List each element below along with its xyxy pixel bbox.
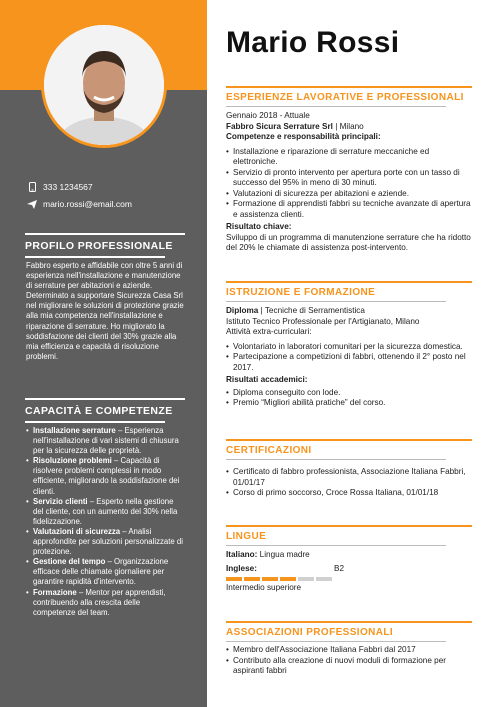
language-level-segment bbox=[244, 577, 260, 581]
associations-list bbox=[226, 645, 476, 677]
email-text[interactable]: mario.rossi@email.com bbox=[43, 199, 132, 209]
list-item: • Contributo alla creazione di nuovi moduli di formazione per aspiranti fabbri bbox=[226, 656, 476, 677]
list-item: • Installazione serrature – Esperienza nell'installazione di vari sistemi di chiusura per la sicurezza delle proprietà. bbox=[26, 426, 184, 456]
education-school: Istituto Tecnico Professionale per l'Artigianato, Milano bbox=[226, 316, 420, 326]
language-level-segment bbox=[226, 577, 242, 581]
associations-block bbox=[226, 645, 476, 679]
education-section-header bbox=[226, 281, 472, 302]
certifications-block bbox=[226, 464, 476, 501]
experience-section-title: ESPERIENZE LAVORATIVE E PROFESSIONALI bbox=[226, 92, 464, 103]
sidebar bbox=[0, 0, 207, 707]
language-level: B2 bbox=[333, 563, 344, 573]
contact-phone bbox=[26, 182, 93, 192]
profile-section-title: PROFILO PROFESSIONALE bbox=[25, 240, 173, 252]
certifications-list bbox=[226, 467, 476, 499]
list-item: • Servizio clienti – Esperto nella gestione del cliente, con un aumento del 30% nella fidelizzazione. bbox=[26, 497, 184, 527]
candidate-name: Mario Rossi bbox=[226, 26, 400, 59]
skills-section-header bbox=[25, 398, 185, 423]
list-item: • Premio “Migliori abilità pratiche” del corso. bbox=[226, 398, 476, 409]
associations-section-title: ASSOCIAZIONI PROFESSIONALI bbox=[226, 627, 394, 638]
language-level-segment bbox=[316, 577, 332, 581]
contact-email bbox=[26, 199, 132, 209]
divider bbox=[226, 106, 446, 107]
language-level-desc: Intermedio superiore bbox=[226, 583, 302, 592]
list-item: • Volontariato in laboratori comunitari per la sicurezza domestica. bbox=[226, 342, 476, 353]
list-item: • Installazione e riparazione di serrature meccaniche ed elettroniche. bbox=[226, 147, 476, 168]
divider bbox=[25, 256, 165, 258]
divider bbox=[226, 641, 446, 642]
profile-text: Fabbro esperto e affidabile con oltre 5 anni di esperienza nell'installazione e manutenzione di serrature per abitazioni e aziende. Determinato a supportare Sicurezza Casa Srl nel migliorare le soluzioni di protezione grazie alla mia competenza nell'installazione e riparazione di serrature. Ho migliorato la soddisfazione dei clienti del 30% grazie alla mia efficienza e capacità di risoluzione problemi. bbox=[26, 261, 184, 361]
phone-text: 333 1234567 bbox=[43, 182, 93, 192]
language-level-segment bbox=[280, 577, 296, 581]
experience-company-line: Fabbro Sicura Serrature Srl | Milano bbox=[226, 121, 364, 131]
language-level-segment bbox=[298, 577, 314, 581]
list-item: • Servizio di pronto intervento per apertura porte con un tasso di successo del 95% in meno di 30 minuti. bbox=[226, 168, 476, 189]
language-level-bar bbox=[226, 577, 476, 581]
education-degree-line: Diploma | Tecniche di Serramentistica bbox=[226, 306, 365, 315]
list-item: • Valutazioni di sicurezza per abitazioni e aziende. bbox=[226, 189, 476, 200]
list-item: • Valutazioni di sicurezza – Analisi approfondite per soluzioni personalizzate di protezione. bbox=[26, 527, 184, 557]
certifications-section-title: CERTIFICAZIONI bbox=[226, 445, 312, 456]
extra-list bbox=[226, 342, 476, 374]
list-item: • Certificato di fabbro professionista, Associazione Italiana Fabbri, 01/01/17 bbox=[226, 467, 476, 488]
list-item: • Risoluzione problemi – Capacità di risolvere problemi complessi in modo efficiente, migliorando la soddisfazione dei clienti. bbox=[26, 456, 184, 496]
divider bbox=[226, 301, 446, 302]
languages-block bbox=[226, 550, 476, 594]
education-section-title: ISTRUZIONE E FORMAZIONE bbox=[226, 287, 376, 298]
responsibilities-label: Competenze e responsabilità principali: bbox=[226, 132, 381, 141]
list-item: • Formazione di apprendisti fabbri su tecniche avanzate di apertura e assistenza clienti. bbox=[226, 199, 476, 220]
results-list bbox=[226, 388, 476, 409]
skills-list bbox=[26, 426, 184, 618]
languages-section-title: LINGUE bbox=[226, 531, 267, 542]
experience-block bbox=[226, 111, 476, 254]
list-item: • Formazione – Mentor per apprendisti, contribuendo alla crescita delle competenze del team. bbox=[26, 588, 184, 618]
skills-section-title: CAPACITÀ E COMPETENZE bbox=[25, 405, 173, 417]
education-block bbox=[226, 306, 476, 411]
languages-section-header bbox=[226, 525, 472, 546]
experience-period: Gennaio 2018 - Attuale bbox=[226, 111, 310, 120]
language-level-segment bbox=[262, 577, 278, 581]
divider bbox=[226, 459, 446, 460]
language-native: Italiano: Lingua madre bbox=[226, 550, 310, 559]
divider bbox=[25, 421, 165, 423]
list-item: • Diploma conseguito con lode. bbox=[226, 388, 476, 399]
result-text: Sviluppo di un programma di manutenzione serrature che ha ridotto del 20% le chiamate di assistenza post-intervento. bbox=[226, 232, 471, 252]
associations-section-header bbox=[226, 621, 472, 642]
list-item: • Gestione del tempo – Organizzazione efficace delle chiamate giornaliere per garantire rapidità d'intervento. bbox=[26, 557, 184, 587]
list-item: • Corso di primo soccorso, Croce Rossa Italiana, 01/01/18 bbox=[226, 488, 476, 499]
list-item: • Membro dell'Associazione Italiana Fabbri dal 2017 bbox=[226, 645, 476, 656]
extra-label: Attività extra-curriculari: bbox=[226, 327, 312, 336]
language-second: Inglese: B2 bbox=[226, 563, 344, 573]
profile-section-header bbox=[25, 233, 185, 258]
experience-section-header bbox=[226, 86, 472, 107]
results-label: Risultati accademici: bbox=[226, 375, 308, 384]
result-label: Risultato chiave: bbox=[226, 222, 292, 231]
phone-icon bbox=[26, 182, 38, 192]
profile-photo bbox=[41, 22, 167, 148]
list-item: • Partecipazione a competizioni di fabbri, ottenendo il 2° posto nel 2017. bbox=[226, 352, 476, 373]
certifications-section-header bbox=[226, 439, 472, 460]
divider bbox=[226, 545, 446, 546]
send-icon bbox=[26, 200, 38, 209]
responsibilities-list bbox=[226, 147, 476, 221]
